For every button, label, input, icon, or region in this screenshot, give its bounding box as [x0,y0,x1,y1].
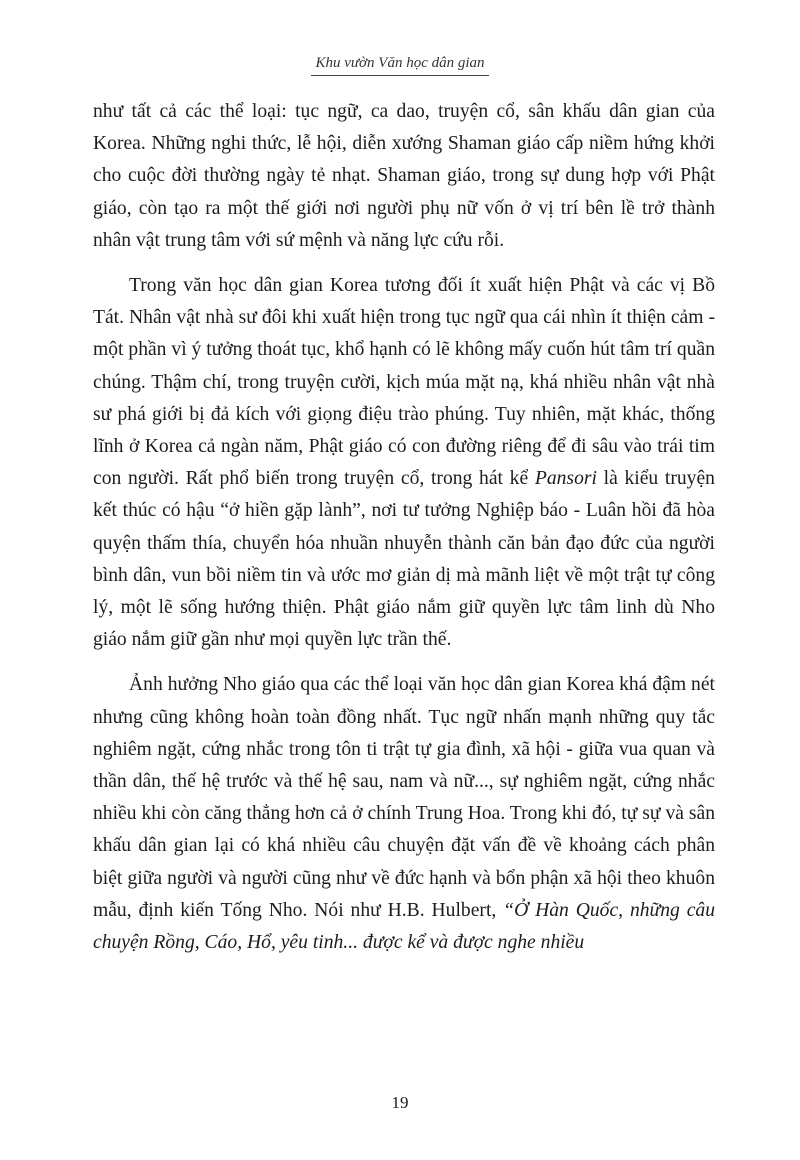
paragraph [93,669,715,959]
book-title: Khu vườn Văn học dân gian [311,55,488,76]
paragraph [93,270,715,656]
paragraph [93,96,715,257]
text-run: Trong văn học dân gian Korea tương đối ít xuất hiện Phật và các vị Bồ Tát. Nhân vật nhà sư đôi khi xuất hiện trong tục ngữ qua cái nhìn ít thiện cảm - một phần vì ý tưởng thoát tục, khổ hạnh có lẽ không mấy cuốn hút tâm trí quần chúng. Thậm chí, trong truyện cười, kịch múa mặt nạ, khá nhiều nhân vật nhà sư phá giới bị đả kích với giọng điệu trào phúng. Tuy nhiên, mặt khác, thống lĩnh ở Korea cả ngàn năm, Phật giáo có con đường riêng để đi sâu vào trái tim con người. Rất phổ biến trong truyện cổ, trong hát kể [93,275,715,490]
italic-text: “Ở Hàn Quốc, những câu chuyện Rồng, Cáo, Hổ, yêu tinh... được kể và được nghe nhiều [93,899,715,954]
italic-text: Pansori [534,468,597,490]
running-header [0,55,800,76]
body-text [93,96,715,972]
text-run: Ảnh hưởng Nho giáo qua các thể loại văn học dân gian Korea khá đậm nét nhưng cũng không hoàn toàn đồng nhất. Tục ngữ nhấn mạnh những quy tắc nghiêm ngặt, cứng nhắc trong tôn ti trật tự gia đình, xã hội - giữa vua quan và thần dân, thế hệ trước và thế hệ sau, nam và nữ..., sự nghiêm ngặt, cứng nhắc nhiều khi còn căng thẳng hơn cả ở chính Trung Hoa. Trong khi đó, tự sự và sân khấu dân gian lại có khá nhiều câu chuyện đặt vấn đề về khoảng cách phân biệt giữa người và người cũng như về đức hạnh và bổn phận xã hội theo khuôn mẫu, định kiến Tống Nho. Nói như H.B. Hulbert, [93,674,715,921]
text-run: là kiểu truyện kết thúc có hậu “ở hiền gặp lành”, nơi tư tưởng Nghiệp báo - Luân hồi đã hòa quyện thấm thía, chuyển hóa nhuần nhuyễn thành căn bản đạo đức của người bình dân, vun bồi niềm tin và ước mơ giản dị mà mãnh liệt về một trật tự công lý, một lẽ sống hướng thiện. Phật giáo nắm giữ quyền lực tâm linh dù Nho giáo nắm giữ gần như mọi quyền lực trần thế. [93,468,715,651]
page-number: 19 [391,1093,409,1112]
text-run: như tất cả các thể loại: tục ngữ, ca dao, truyện cổ, sân khấu dân gian của Korea. Những nghi thức, lễ hội, diễn xướng Shaman giáo cấp niềm hứng khởi cho cuộc đời thường ngày tẻ nhạt. Shaman giáo, trong sự dung hợp với Phật giáo, còn tạo ra một thế giới nơi người phụ nữ vốn ở vị trí bên lề trở thành nhân vật trung tâm với sứ mệnh và năng lực cứu rỗi. [93,101,715,251]
